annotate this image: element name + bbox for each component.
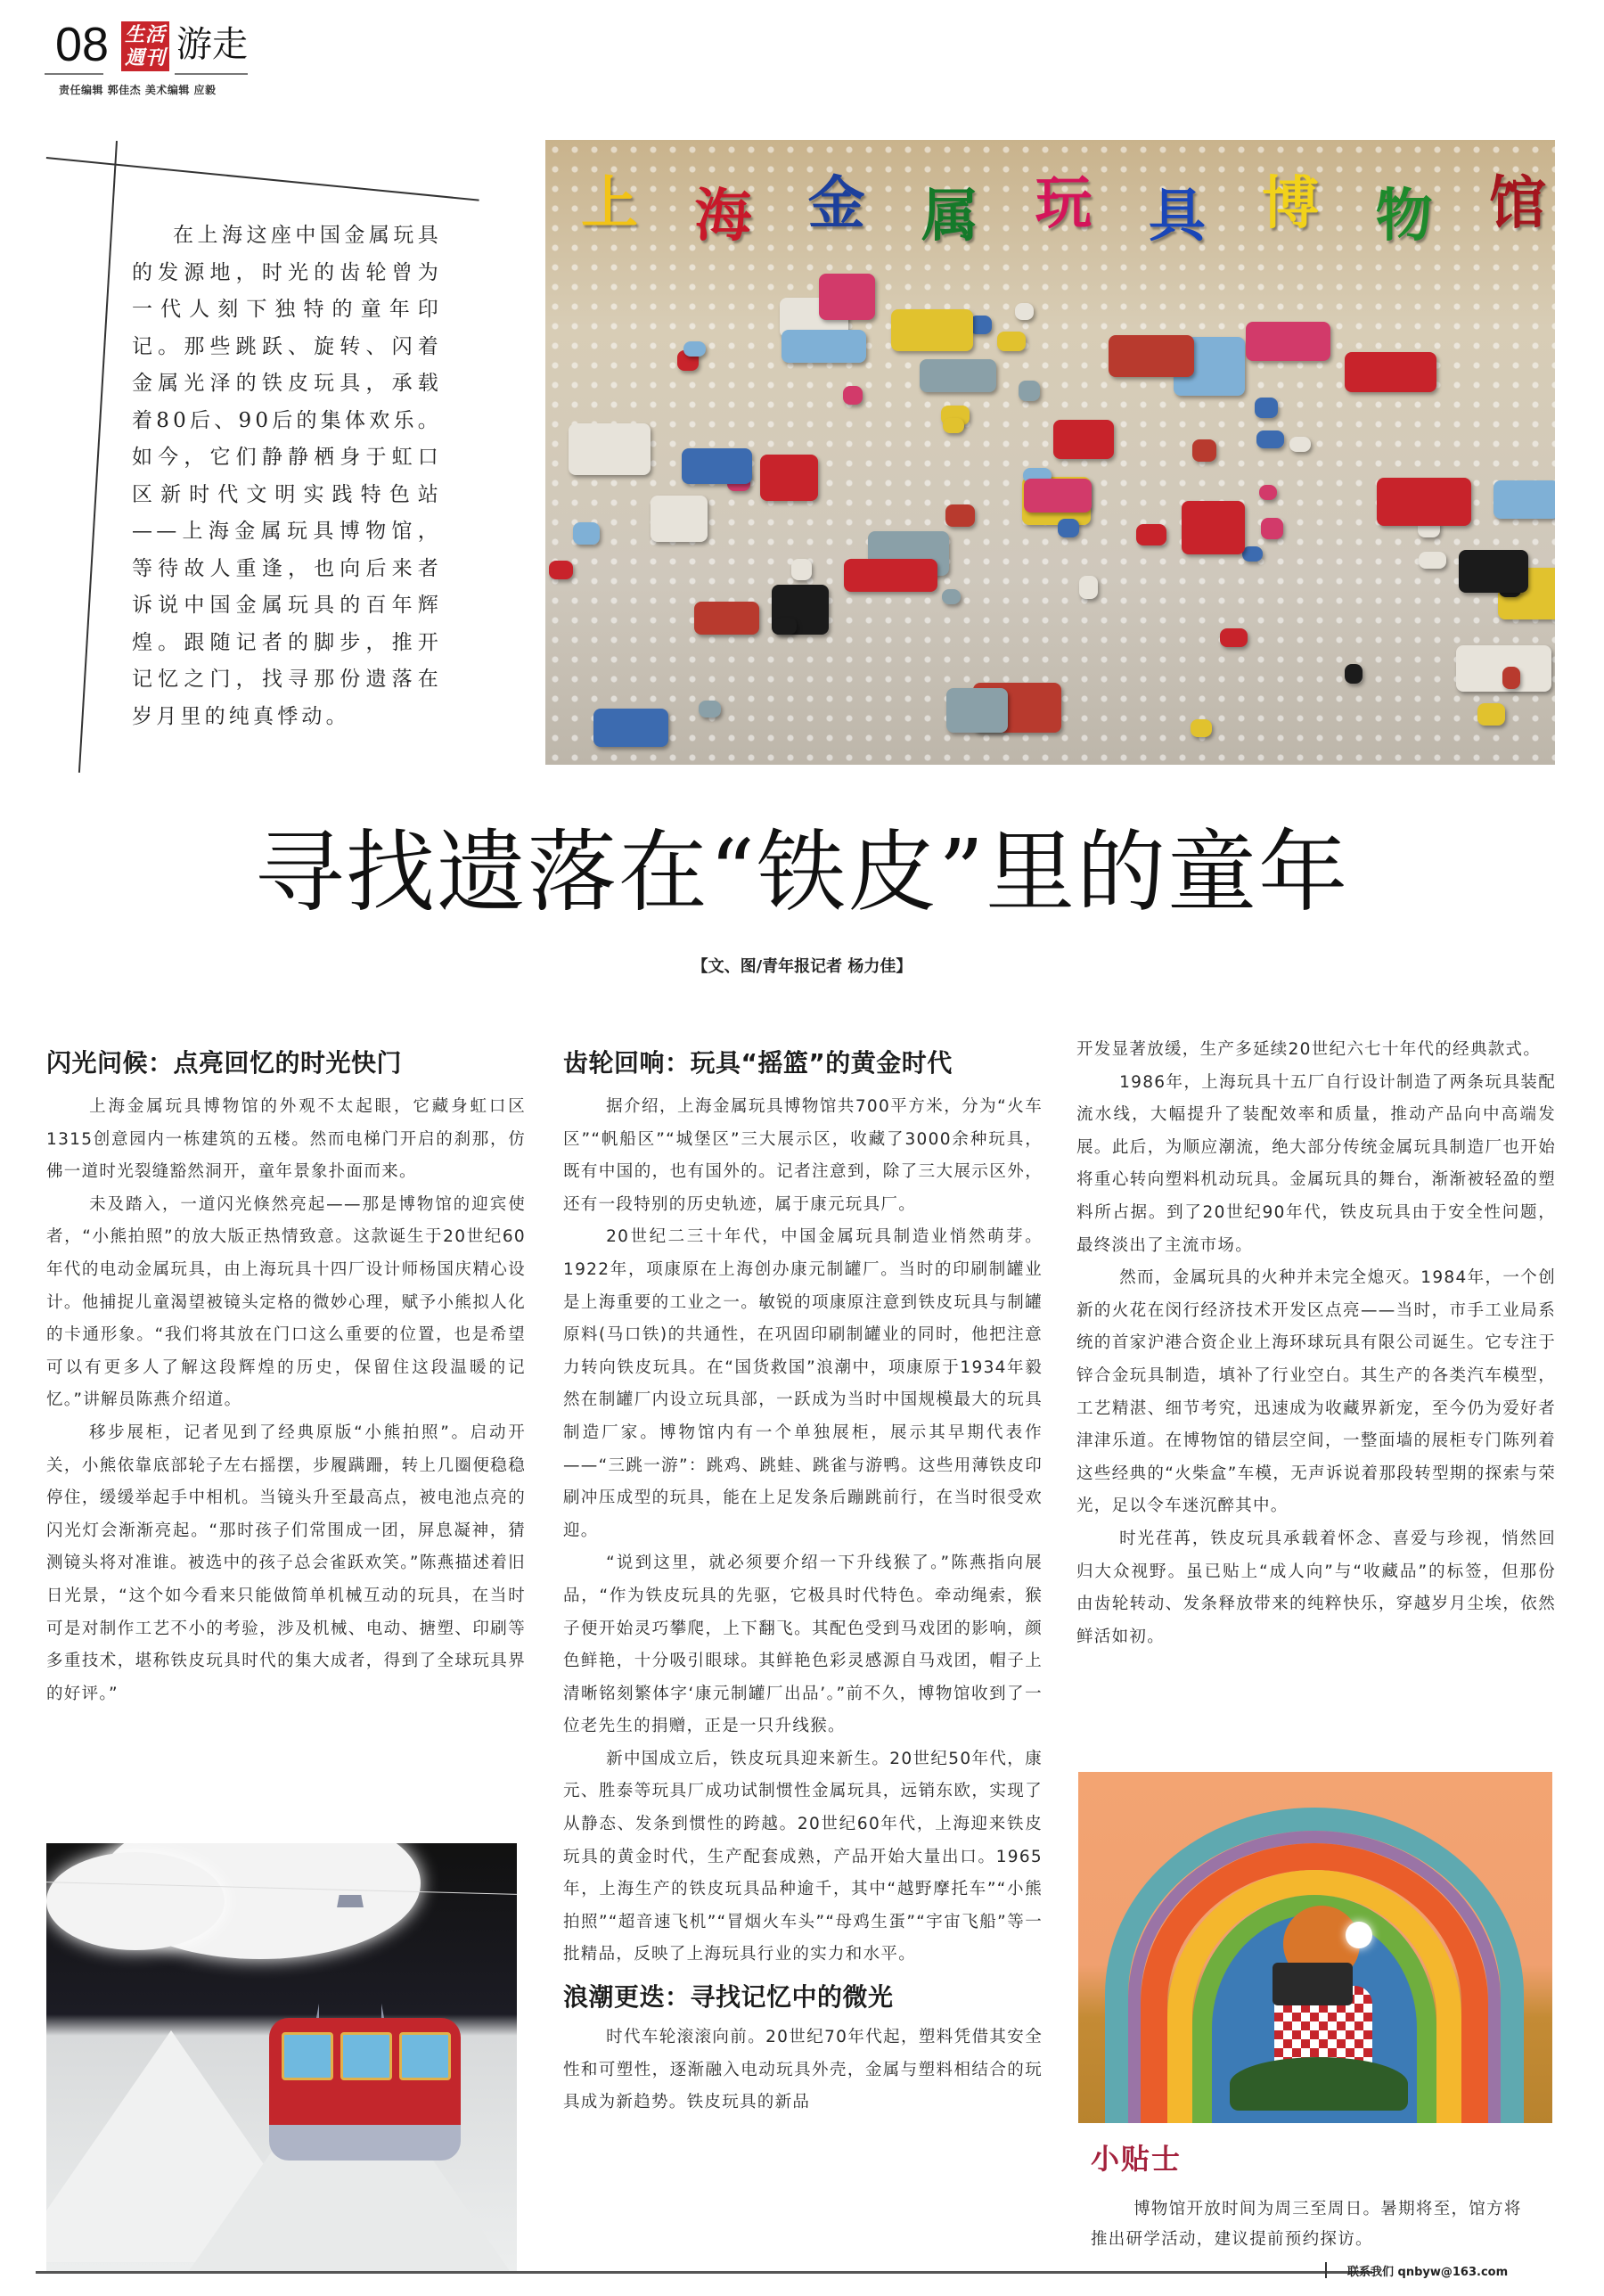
sign-letter: 馆 — [1489, 171, 1546, 237]
toy-car — [1256, 430, 1284, 449]
toy-car — [1182, 501, 1245, 554]
paragraph: 时光荏苒，铁皮玩具承载着怀念、喜爱与珍视，悄然回归大众视野。虽已贴上“成人向”与“收藏品”的标签，但那份由齿轮转动、发条释放带来的纯粹快乐，穿越岁月尘埃，依然鲜活如初。 — [1076, 1529, 1556, 1646]
window — [399, 2032, 451, 2080]
cable-car-toy — [269, 2018, 461, 2161]
toy-car — [1377, 478, 1471, 526]
toy-car — [782, 330, 866, 363]
editor-credits: 责任编辑 郭佳杰 美术编辑 应毅 — [59, 84, 217, 96]
tips-text: 博物馆开放时间为周三至周日。暑期将至，馆方将推出研学活动，建议提前预约探访。 — [1091, 2200, 1522, 2249]
paragraph: 新中国成立后，铁皮玩具迎来新生。20世纪50年代，康元、胜泰等玩具厂成功试制惯性金属玩具，远销东欧，实现了从静态、发条到惯性的跨越。20世纪60年代，上海迎来铁皮玩具的黄金时代，生产配套成熟，产品开始大量出口。1965年，上海生产的铁皮玩具品种逾千，其中“越野摩托车”“小熊拍照”“超音速飞机”“冒烟火车头”“母鸡生蛋”“宇宙飞船”等一批精品，反映了上海玩具行业的实力和水平。 — [563, 1749, 1043, 1964]
tips-title: 小贴士 — [1091, 2142, 1183, 2176]
toy-car — [651, 496, 708, 542]
toy-car — [1345, 352, 1436, 392]
photo-rainbow-bear — [1078, 1772, 1552, 2123]
header-rule-right — [175, 73, 248, 75]
publication-logo-seal — [121, 21, 169, 71]
toy-car — [943, 418, 965, 433]
toy-car — [1477, 703, 1505, 726]
toy-car — [1053, 420, 1114, 459]
toy-car — [946, 688, 1008, 733]
toy-car — [1419, 552, 1445, 569]
paragraph: “说到这里，就必须要介绍一下升线猴了。”陈燕指向展品，“作为铁皮玩具的先驱，它极具时代特色。牵动绳索，猴子便开始灵巧攀爬，上下翻飞。其配色受到马戏团的影响，颜色鲜艳，十分吸引眼球。其鲜艳色彩灵感源自马戏团，帽子上清晰铭刻繁体字‘康元制罐厂出品’。”前不久，博物馆收到了一位老先生的捐赠，正是一只升线猴。 — [563, 1554, 1043, 1736]
toy-car — [1345, 664, 1363, 683]
paragraph: 20世纪二三十年代，中国金属玩具制造业悄然萌芽。1922年，项康原在上海创办康元制罐厂。当时的印刷制罐业是上海重要的工业之一。敏锐的项康原注意到铁皮玩具与制罐原料(马口铁)的共通性，在巩固印刷制罐业的同时，他把注意力转向铁皮玩具。在“国货救国”浪潮中，项康原于1934年毅然在制罐厂内设立玩具部，一跃成为当时中国规模最大的玩具制造厂家。博物馆内有一个单独展柜，展示其早期代表作——“三跳一游”：跳鸡、跳蛙、跳雀与游鸭。这些用薄铁皮印刷冲压成型的玩具，能在上足发条后蹦跳前行，在当时很受欢迎。 — [563, 1227, 1043, 1540]
intro-lede: 在上海这座中国金属玩具的发源地，时光的齿轮曾为一代人刻下独特的童年印记。那些跳跃、旋转、闪着金属光泽的铁皮玩具，承载着80后、90后的集体欢乐。如今，它们静静栖身于虹口区新时代文明实践特色站——上海金属玩具博物馆，等待故人重逢，也向后来者诉说中国金属玩具的百年辉煌。跟随记者的脚步，推开记忆之门，找寻那份遗落在岁月里的纯真悸动。 — [132, 224, 442, 728]
article-column-1 — [46, 1045, 526, 1710]
toy-car — [945, 504, 976, 527]
header-rule-left — [45, 73, 103, 75]
toy-car — [844, 559, 938, 592]
toy-car — [843, 386, 863, 405]
paragraph: 然而，金属玩具的火种并未完全熄灭。1984年，一个创新的火花在闵行经济技术开发区点亮——当时，市手工业局系统的首家沪港合资企业上海环球玩具有限公司诞生。它专注于锌合金玩具制造，填补了行业空白。其生产的各类汽车模型，工艺精湛、细节考究，迅速成为收藏界新宠，至今仍为爱好者津津乐道。在博物馆的错层空间，一整面墙的展柜专门陈列着这些经典的“火柴盒”车模，无声诉说着那段转型期的探索与荣光，足以令车迷沉醉其中。 — [1076, 1268, 1556, 1516]
toy-car — [1136, 524, 1166, 545]
photo-toy-car-wall — [545, 140, 1555, 765]
section-heading: 齿轮回响：玩具“摇篮”的黄金时代 — [563, 1048, 953, 1078]
toy-car — [1255, 398, 1278, 418]
paragraph: 移步展柜，记者见到了经典原版“小熊拍照”。启动开关，小熊依靠底部轮子左右摇摆，步履蹒跚，转上几圈便稳稳停住，缓缓举起手中相机。当镜头升至最高点，被电池点亮的闪光灯会渐渐亮起。“那时孩子们常围成一团，屏息凝神，猜测镜头将对准谁。被选中的孩子总会雀跃欢笑。”陈燕描述着旧日光景，“这个如今看来只能做简单机械互动的玩具，在当时可是对制作工艺不小的考验，涉及机械、电动、搪塑、印刷等多重技术，堪称铁皮玩具时代的集大成者，得到了全球玩具界的好评。” — [46, 1423, 526, 1703]
article-column-2 — [563, 1045, 1043, 2120]
toy-car — [1220, 628, 1248, 646]
toy-car — [1058, 519, 1079, 537]
toy-car — [1261, 518, 1283, 539]
toy-car — [1024, 479, 1092, 512]
window — [340, 2032, 392, 2080]
sign-letter: 博 — [1262, 171, 1320, 237]
toy-car — [573, 522, 600, 545]
toy-car — [1459, 550, 1529, 593]
toy-car — [1259, 485, 1277, 500]
contact-email: 联系我们 qnbyw@163.com — [1347, 2266, 1509, 2279]
headline: 寻找遗落在“铁皮”里的童年 — [254, 820, 1350, 924]
decorative-rule-vertical — [78, 141, 118, 773]
paragraph: 上海金属玩具博物馆的外观不太起眼，它藏身虹口区1315创意园内一栋建筑的五楼。然而电梯门开启的刹那，仿佛一道时光裂缝豁然洞开，童年景象扑面而来。 — [46, 1097, 526, 1182]
sign-letter: 具 — [1148, 184, 1206, 250]
paragraph: 据介绍，上海金属玩具博物馆共700平方米，分为“火车区”“帆船区”“城堡区”三大展示区，收藏了3000余种玩具，既有中国的，也有国外的。记者注意到，除了三大展示区外，还有一段特别的历史轨迹，属于康元玩具厂。 — [563, 1097, 1043, 1214]
paragraph: 1986年，上海玩具十五厂自行设计制造了两条玩具装配流水线，大幅提升了装配效率和质量，推动产品向中高端发展。此后，为顺应潮流，绝大部分传统金属玩具制造厂也开始将重心转向塑料机动玩具。金属玩具的舞台，渐渐被轻盈的塑料所占据。到了20世纪90年代，铁皮玩具由于安全性问题，最终淡出了主流市场。 — [1076, 1072, 1556, 1255]
byline: 【文、图/青年报记者 杨力佳】 — [692, 957, 912, 976]
sign-letter: 海 — [694, 184, 752, 250]
toy-car — [791, 559, 813, 580]
logo-text-line-2: 週刊 — [124, 46, 166, 70]
toy-car — [997, 332, 1026, 351]
toy-car — [891, 309, 973, 351]
paragraph-continued: 开发显著放缓，生产多延续20世纪六七十年代的经典款式。 — [1076, 1040, 1542, 1059]
section-heading: 闪光问候：点亮回忆的时光快门 — [46, 1048, 403, 1078]
toy-car — [1109, 335, 1193, 377]
page-number: 08 — [55, 18, 110, 71]
sign-letter: 玩 — [1035, 171, 1093, 237]
toy-car — [1289, 437, 1312, 453]
sign-letter: 属 — [921, 184, 979, 250]
sign-letter: 物 — [1375, 184, 1433, 250]
toy-car — [1246, 322, 1330, 361]
museum-sign — [581, 158, 1546, 252]
sign-letter: 金 — [807, 171, 865, 237]
toy-car — [694, 602, 759, 635]
article-column-3 — [1076, 1034, 1556, 1653]
toy-car — [1242, 546, 1263, 562]
flower-bed — [1230, 2057, 1408, 2111]
bear-flash — [1346, 1922, 1372, 1948]
decorative-rule-horizontal — [46, 157, 479, 201]
toy-car — [819, 274, 875, 320]
sign-letter: 上 — [581, 171, 638, 237]
paragraph: 未及踏入，一道闪光倏然亮起——那是博物馆的迎宾使者，“小熊拍照”的放大版正热情致意。这款诞生于20世纪60年代的电动金属玩具，由上海玩具十四厂设计师杨国庆精心设计。他捕捉儿童渴望被镜头定格的微妙心理，赋予小熊拟人化的卡通形象。“我们将其放在门口这么重要的位置，也是希望可以有更多人了解这段辉煌的历史，保留住这段温暖的记忆。”讲解员陈燕介绍道。 — [46, 1194, 526, 1410]
photo-tin-cable-car — [46, 1843, 517, 2271]
footer-rule — [36, 2271, 1372, 2274]
toy-car — [593, 709, 668, 747]
toy-car — [760, 455, 818, 501]
toy-car — [1191, 719, 1212, 737]
window — [282, 2032, 333, 2080]
toy-car — [773, 618, 797, 635]
toy-car — [920, 359, 996, 392]
bear-camera — [1273, 1963, 1353, 2005]
paragraph: 时代车轮滚滚向前。20世纪70年代起，塑料凭借其安全性和可塑性，逐渐融入电动玩具外壳，金属与塑料相结合的玩具成为新趋势。铁皮玩具的新品 — [563, 2028, 1043, 2112]
section-heading: 浪潮更迭：寻找记忆中的微光 — [563, 1982, 894, 2013]
toy-car — [1192, 439, 1216, 462]
toy-car — [682, 448, 752, 483]
toy-car — [1079, 576, 1098, 599]
toy-car — [569, 423, 651, 475]
toy-car — [942, 589, 961, 603]
toy-car — [1502, 667, 1520, 688]
cloud-lamp — [46, 1852, 225, 1950]
section-name: 游走 — [176, 24, 248, 65]
toy-car — [549, 561, 573, 579]
logo-text-line-1: 生活 — [124, 23, 166, 46]
toy-car — [683, 341, 706, 357]
footer-tick — [1325, 2262, 1327, 2278]
toy-car — [970, 316, 992, 335]
toy-car — [1019, 381, 1039, 401]
toy-car — [1015, 303, 1034, 320]
toy-car — [699, 701, 721, 718]
toy-car — [1494, 480, 1555, 519]
